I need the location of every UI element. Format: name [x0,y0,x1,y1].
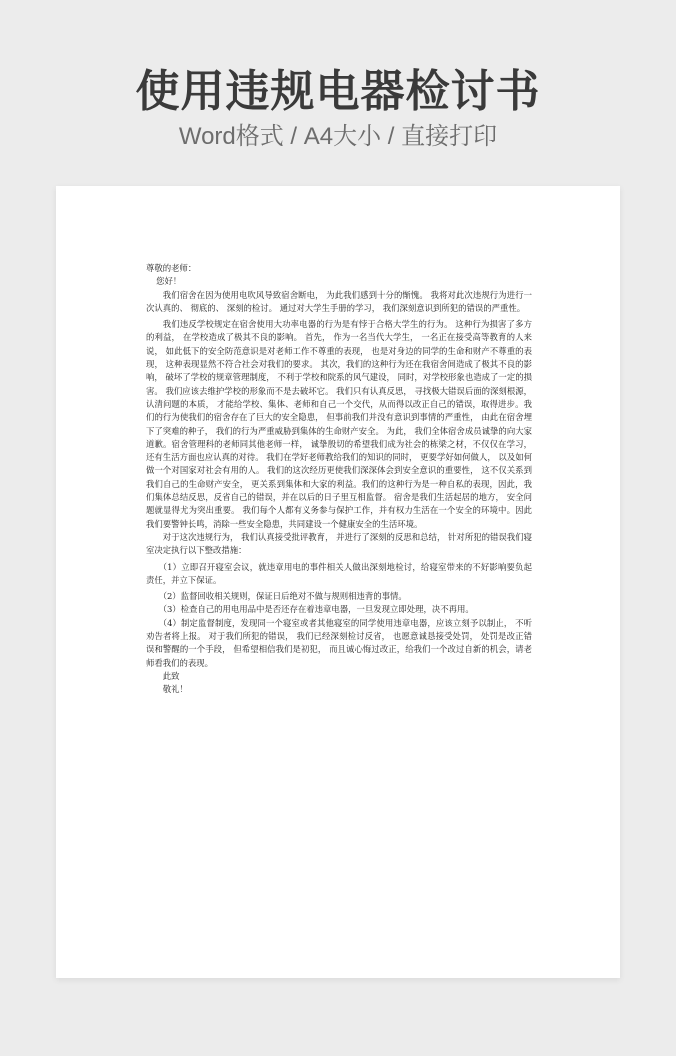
greeting: 尊敬的老师： [146,263,197,273]
document-body [146,262,532,697]
list-item: （4）制定监督制度，发现同一个寝室或者其他寝室的同学使用违章电器，应该立刻予以制止， 不听劝告者将上报。 对于我们所犯的错误， 我们已经深刻检讨反省， 也愿意诚恳接受处罚， 处罚是改正错误和警醒的一个手段， 但希望相信我们是初犯， 而且诚心悔过改正，给我们一个改过自新的机会，请老师看我们的表现。 [146,617,532,668]
list-item: （2）监督回收相关规则，保证日后绝对不做与规则相违背的事情。 [158,591,407,602]
paragraph-2: 我们违反学校规定在宿舍使用大功率电器的行为是有悖于合格大学生的行为。 这种行为损害了多方的利益， 在学校造成了极其不良的影响。 首先， 作为一名当代大学生， 一名正在接受高等教育的人来说， 如此低下的安全防范意识是对老师工作不尊重的表现， 也是对身边的同学的生命和财产不尊重的表现， 这种表现显然不符合社会对我们的要求。 其次，我们的这种行为还在我宿舍间造成了极其不良的影响， 破坏了学校的规章管理制度， 不利于学校和院系的风气建设， 同时，对学校形象也造成了一定的损害。 我们应该去维护学校的形象而不是去破坏它。 我们只有认真反思， 寻找极大错误后面的深刻根源， 认清问题的本质， 才能给学校、集体、老师和自己一个交代，从而得以改正自己的错误，取得进步。我们的行为使我们的宿舍存在了巨大的安全隐患， 但事前我们并没有意识到事情的严重性， 由此在宿舍埋下了突难的种子， 我们的行为严重威胁到集体的生命财产安全。 为此， 我们全体宿舍成员诚挚的向大家道歉。宿舍管理科的老师同其他老师一样， 诚挚殷切的希望我们成为社会的栋梁之材，不仅仅在学习， 还有生活方面也应认真的对待。 我们在学好老师教给我们的知识的同时， 更要学好如何做人， 以及如何做一个对国家对社会有用的人。 我们的这次经历更使我们深深体会到安全意识的重要性， 这不仅关系到我们自己的生命财产安全， 更关系到集体和大家的利益。我们的这种行为是一种自私的表现，因此，我们集体总结反思，反省自己的错误，并在以后的日子里互相监督。 宿舍是我们生活起居的地方， 安全问题就显得尤为突出重要。 我们每个人都有义务参与保护工作，并有权力生活在一个安全的环境中。因此我们要警钟长鸣，消除一些安全隐患，共同建设一个健康安全的生活环境。 [146,319,532,529]
list-item: （1）立即召开寝室会议，就违章用电的事件相关人做出深刻地检讨，给寝室带来的不好影响要负起责任，并立下保证。 [146,561,532,585]
page-subtitle: Word格式 / A4大小 / 直接打印 [178,123,498,150]
closing-1: 此致 [162,670,180,681]
paragraph-3: 对于这次违规行为， 我们认真接受批评教育， 并进行了深刻的反思和总结， 针对所犯的错误我们寝室决定执行以下整改措施： [146,531,532,556]
paragraph-1: 我们宿舍在因为使用电吹风导致宿舍断电， 为此我们感到十分的惭愧。 我将对此次违规行为进行一次认真的、 彻底的、 深刻的检讨。 通过对大学生手册的学习， 我们深刻意识到所犯的错误的严重性。 [146,289,532,313]
hello-line: 您好！ [156,276,182,287]
document-page [56,186,620,978]
list-item: （3）检查自己的用电用品中是否还存在着违章电器，一旦发现立即处理，决不再用。 [158,604,474,615]
closing-2: 敬礼！ [162,684,188,695]
page-title: 使用违规电器检讨书 [135,66,541,117]
